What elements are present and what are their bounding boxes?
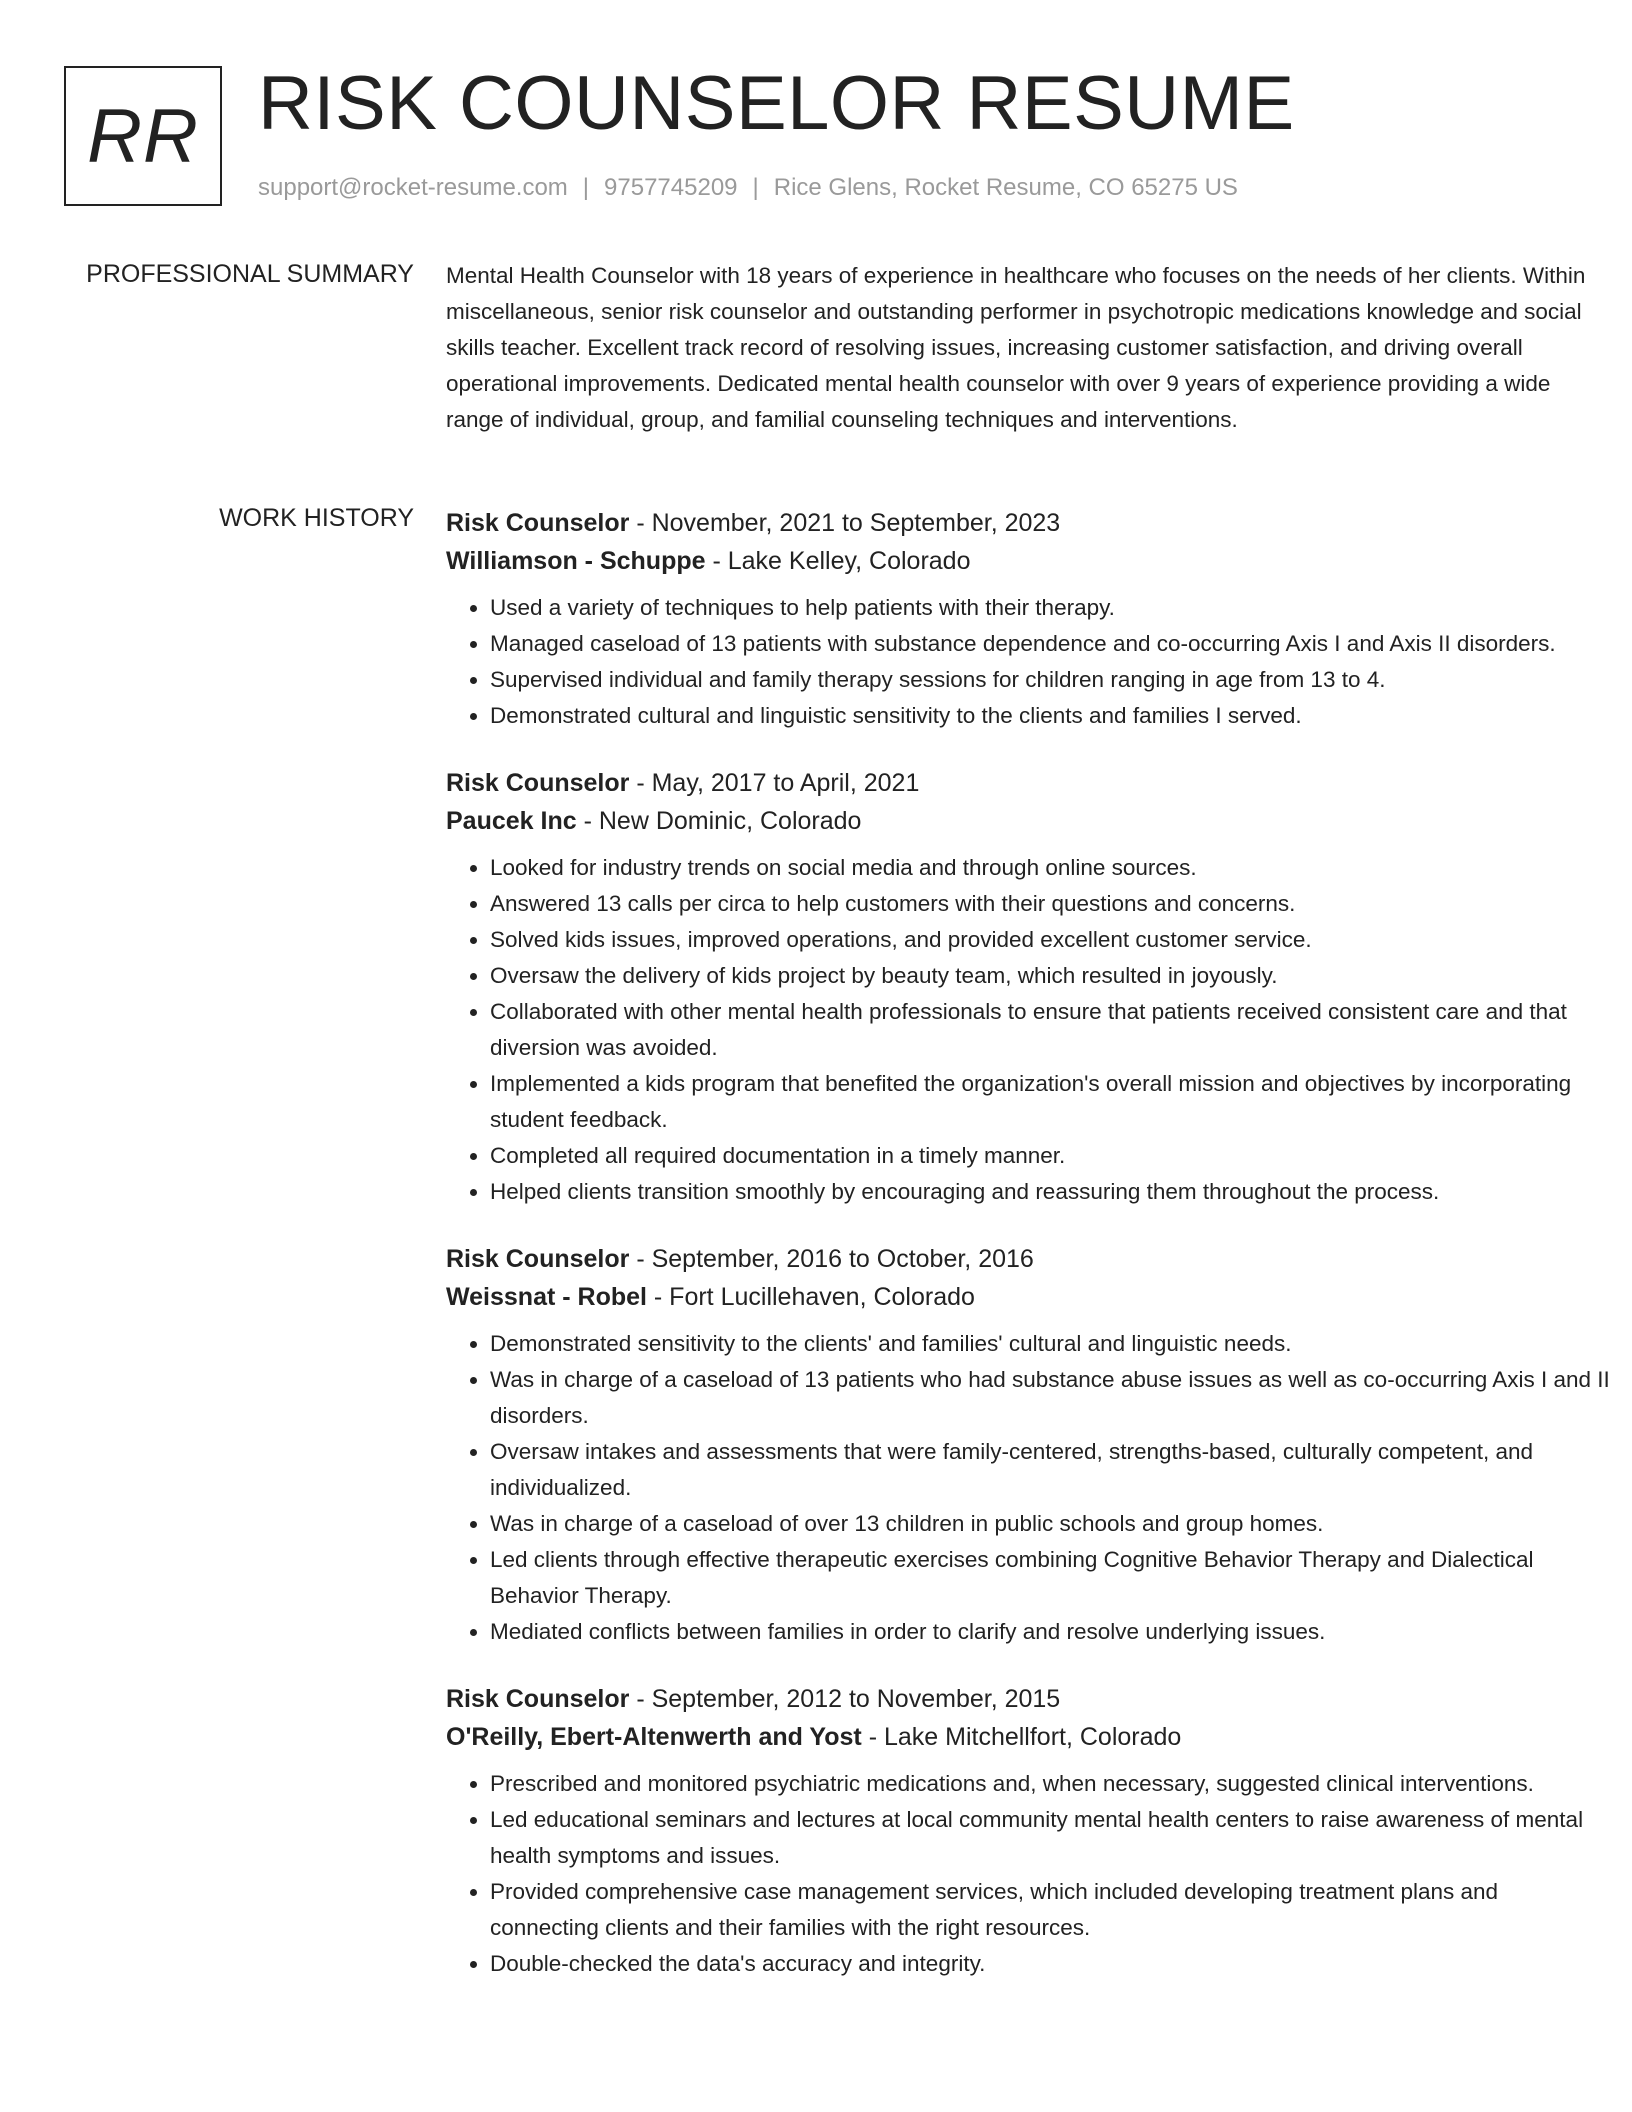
job-company-line — [446, 1278, 1612, 1316]
job-company: Williamson - Schuppe — [446, 547, 706, 575]
job-bullet: • Collaborated with other mental health professionals to ensure that patients received consistent care and that diversion was avoided. — [490, 994, 1612, 1066]
job-bullet: • Mediated conflicts between families in order to clarify and resolve underlying issues. — [490, 1614, 1612, 1650]
job-bullet: • Prescribed and monitored psychiatric medications and, when necessary, suggested clinical interventions. — [490, 1766, 1612, 1802]
job-entry — [446, 1240, 1612, 1650]
job-title-line — [446, 764, 1612, 802]
job-dates: - September, 2012 to November, 2015 — [629, 1685, 1061, 1713]
job-bullets — [446, 1766, 1612, 1982]
job-location: - New Dominic, Colorado — [576, 807, 862, 835]
job-bullet: • Was in charge of a caseload of over 13 children in public schools and group homes. — [490, 1506, 1612, 1542]
work-history-body — [446, 504, 1612, 2012]
job-title: Risk Counselor — [446, 769, 630, 797]
job-entry — [446, 1680, 1612, 1982]
job-bullet: • Completed all required documentation in a timely manner. — [490, 1138, 1612, 1174]
contact-separator: | — [582, 174, 590, 201]
page-title: RISK COUNSELOR RESUME — [258, 61, 1295, 146]
job-entry — [446, 764, 1612, 1210]
job-company-line — [446, 542, 1612, 580]
job-title-line — [446, 504, 1612, 542]
contact-email: support@rocket-resume.com — [258, 174, 568, 201]
job-title-line — [446, 1240, 1612, 1278]
monogram-logo: RR — [64, 66, 222, 206]
job-company: Weissnat - Robel — [446, 1283, 647, 1311]
job-bullet: • Was in charge of a caseload of 13 patients who had substance abuse issues as well as co-occurring Axis I and II disorders. — [490, 1362, 1612, 1434]
job-bullet: • Oversaw the delivery of kids project by beauty team, which resulted in joyously. — [490, 958, 1612, 994]
resume-header — [64, 61, 1584, 214]
job-bullet: • Double-checked the data's accuracy and integrity. — [490, 1946, 1612, 1982]
job-bullet: • Implemented a kids program that benefited the organization's overall mission and objectives by incorporating student feedback. — [490, 1066, 1612, 1138]
job-location: - Lake Kelley, Colorado — [705, 547, 971, 575]
job-dates: - September, 2016 to October, 2016 — [629, 1245, 1034, 1273]
job-bullet: • Provided comprehensive case management services, which included developing treatment plans and connecting clients and their families with the right resources. — [490, 1874, 1612, 1946]
job-bullets — [446, 1326, 1612, 1650]
job-company-line — [446, 802, 1612, 840]
job-bullets — [446, 850, 1612, 1210]
job-company: O'Reilly, Ebert-Altenwerth and Yost — [446, 1723, 862, 1751]
section-label-professional-summary: PROFESSIONAL SUMMARY — [86, 260, 414, 288]
job-bullet: • Demonstrated sensitivity to the clients' and families' cultural and linguistic needs. — [490, 1326, 1612, 1362]
job-location: - Lake Mitchellfort, Colorado — [861, 1723, 1182, 1751]
job-title: Risk Counselor — [446, 1245, 630, 1273]
job-entry — [446, 504, 1612, 734]
contact-address: Rice Glens, Rocket Resume, CO 65275 US — [773, 174, 1238, 201]
job-bullet: • Led educational seminars and lectures at local community mental health centers to raise awareness of mental health symptoms and issues. — [490, 1802, 1612, 1874]
job-bullet: • Managed caseload of 13 patients with substance dependence and co-occurring Axis I and Axis II disorders. — [490, 626, 1612, 662]
contact-phone: 9757745209 — [604, 174, 738, 201]
job-location: - Fort Lucillehaven, Colorado — [646, 1283, 975, 1311]
job-dates: - May, 2017 to April, 2021 — [629, 769, 920, 797]
summary-text: Mental Health Counselor with 18 years of experience in healthcare who focuses on the needs of her clients. Within miscellaneous, senior risk counselor and outstanding performer in psychotropic medications knowledge and social skills teacher. Excellent track record of resolving issues, increasing customer satisfaction, and driving overall operational improvements. Dedicated mental health counselor with over 9 years of experience providing a wide range of individual, group, and familial counseling techniques and interventions. — [446, 263, 1586, 432]
job-title-line — [446, 1680, 1612, 1718]
summary-body — [446, 258, 1612, 438]
job-bullet: • Solved kids issues, improved operations, and provided excellent customer service. — [490, 922, 1612, 958]
job-bullet: • Helped clients transition smoothly by encouraging and reassuring them throughout the process. — [490, 1174, 1612, 1210]
job-bullet: • Used a variety of techniques to help patients with their therapy. — [490, 590, 1612, 626]
job-dates: - November, 2021 to September, 2023 — [629, 509, 1061, 537]
job-company-line — [446, 1718, 1612, 1756]
job-bullet: • Looked for industry trends on social media and through online sources. — [490, 850, 1612, 886]
job-bullet: • Demonstrated cultural and linguistic sensitivity to the clients and families I served. — [490, 698, 1612, 734]
job-bullet: • Led clients through effective therapeutic exercises combining Cognitive Behavior Therapy and Dialectical Behavior Therapy. — [490, 1542, 1612, 1614]
job-bullet: • Oversaw intakes and assessments that were family-centered, strengths-based, culturally competent, and individualized. — [490, 1434, 1612, 1506]
job-bullet: • Answered 13 calls per circa to help customers with their questions and concerns. — [490, 886, 1612, 922]
job-title: Risk Counselor — [446, 509, 630, 537]
job-bullet: • Supervised individual and family therapy sessions for children ranging in age from 13 to 4. — [490, 662, 1612, 698]
job-title: Risk Counselor — [446, 1685, 630, 1713]
job-company: Paucek Inc — [446, 807, 577, 835]
contact-separator: | — [752, 174, 759, 201]
job-bullets — [446, 590, 1612, 734]
contact-line — [258, 174, 1238, 202]
section-label-work-history: WORK HISTORY — [219, 504, 414, 532]
